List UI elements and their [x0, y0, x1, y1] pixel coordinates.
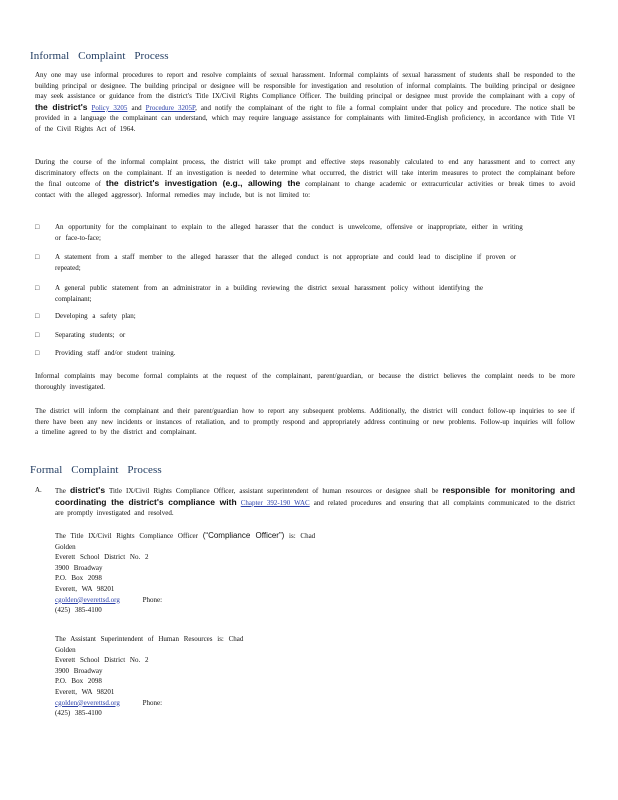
contact-intro-line [55, 531, 355, 542]
chapter-wac-link[interactable]: Chapter 392-190 WAC [240, 498, 310, 507]
policy-3205-link[interactable]: Policy 3205 [91, 103, 128, 112]
contact-is: is: Chad [289, 532, 316, 540]
contact-intro: The Assistant Superintendent of Human Resources is: Chad [55, 635, 244, 643]
formal-a-text-2: Title IX/Civil Rights Compliance Officer, assistant superintendent of human resources or designee shall be [109, 487, 439, 495]
contact-phone-label: Phone: [142, 595, 163, 604]
formal-a-bold-2: responsible for monitoring and coordinating the district's compliance with [55, 485, 576, 507]
formal-a-text-3: and related procedures and ensuring that all complaints communicated to the district are promptly investigated and resolved. [55, 498, 576, 518]
contact-org: Everett School District No. 2 [55, 553, 149, 562]
contact-city: Everett, WA 98201 [55, 584, 115, 593]
list-item-text: Providing staff and/or student training. [55, 349, 176, 357]
item-marker: A. [35, 486, 42, 494]
contact-email-line [55, 698, 355, 709]
contact-email-line [55, 595, 355, 606]
informal-paragraph-2 [35, 157, 575, 200]
contact-street: 3900 Broadway [55, 563, 103, 572]
informal-paragraph-1 [35, 70, 575, 135]
list-item-text: An opportunity for the complainant to explain to the alleged harasser that the conduct is unwelcome, offensive or inappropriate, either in writing or face-to-face; [55, 223, 523, 242]
informal-p1-bold: the district's [35, 101, 88, 112]
formal-a-text-1: The [55, 487, 66, 495]
contact-phone: (425) 385-4100 [55, 606, 102, 615]
list-item-text: Separating students; or [55, 331, 126, 339]
formal-item-a-text [55, 485, 575, 519]
contact-email-link[interactable]: cgolden@everettsd.org [55, 698, 120, 707]
contact-name: Golden [55, 645, 76, 654]
informal-p1-and: and [131, 103, 142, 112]
bullet-icon: □ [35, 223, 40, 231]
informal-paragraph-3: Informal complaints may become formal complaints at the request of the complainant, parent/guardian, or because the district believes the complaint needs to be more thoroughly investigated. [35, 372, 575, 391]
contact-name: Golden [55, 542, 76, 551]
contact-email-link[interactable]: cgolden@everettsd.org [55, 595, 120, 604]
contact-city: Everett, WA 98201 [55, 687, 115, 696]
hr-superintendent-contact [55, 634, 355, 719]
informal-paragraph-4: The district will inform the complainant and their parent/guardian how to report any subsequent problems. Additionally, the district will conduct follow-up inquiries to see if there have been any new incidents or instances of retaliation, and to promptly respond and appropriately address continuing or new problems. Follow-up inquiries will follow a timeline agreed to by the district and complainant. [35, 407, 575, 437]
contact-phone: (425) 385-4100 [55, 709, 102, 718]
list-item-text: A general public statement from an administrator in a building reviewing the district sexual harassment policy without identifying the complainant; [55, 284, 484, 303]
formal-heading: Formal Complaint Process [30, 464, 162, 476]
contact-street: 3900 Broadway [55, 666, 103, 675]
contact-intro: The Title IX/Civil Rights Compliance Officer [55, 532, 198, 540]
contact-po-box: P.O. Box 2098 [55, 574, 102, 583]
formal-a-bold-1: district's [69, 485, 106, 495]
bullet-icon: □ [35, 349, 40, 357]
informal-p2-text-b: complainant to change academic or extracurricular activities or break times to avoid contact with the alleged aggressor). Informal remedies may include, but is not limited to: [35, 180, 575, 199]
informal-p1-text-a: Any one may use informal procedures to report and resolve complaints of sexual harassment. Informal complaints of sexual harassment of students shall be responded to the building principal or designee. The building principal or designee will be responsible for investigation and resolution of informal complaints. The building principal or designee may seek assistance or guidance from the district's Title IX/Civil Rights Compliance Officer. The building principal or designee must provide the complainant with a copy of [35, 71, 575, 101]
bullet-icon: □ [35, 331, 40, 339]
informal-p2-text-a: During the course of the informal complaint process, the district will take prompt and effective steps reasonably calculated to end any harassment and to correct any discriminatory effects on the complainant. If an investigation is needed to determine what occurred, the district will take interim measures to protect the complainant before the final outcome of [35, 158, 575, 189]
bullet-icon: □ [35, 284, 40, 292]
list-item-text: Developing a safety plan; [55, 312, 136, 320]
informal-heading: Informal Complaint Process [30, 50, 169, 62]
bullet-icon: □ [35, 253, 40, 261]
list-item-text: A statement from a staff member to the alleged harasser that the alleged conduct is not appropriate and could lead to discipline if proven or repeated; [55, 253, 517, 272]
contact-quote: (“Compliance Officer”) [202, 531, 285, 540]
procedure-3205p-link[interactable]: Procedure 3205P [145, 103, 196, 112]
informal-p2-bold: the district's investigation (e.g., allowing the [105, 178, 301, 189]
informal-p1-text-b: , and notify the complainant of the right to file a formal complaint under that policy and procedure. The notice shall be provided in a language the complainant can understand, which may require language assistance for complainants with limited-English proficiency, in accordance with Title VI of the Civil Rights Act of 1964. [35, 103, 576, 133]
contact-org: Everett School District No. 2 [55, 656, 149, 665]
compliance-officer-contact [55, 531, 355, 616]
bullet-icon: □ [35, 312, 40, 320]
contact-po-box: P.O. Box 2098 [55, 677, 102, 686]
contact-phone-label: Phone: [142, 698, 163, 707]
